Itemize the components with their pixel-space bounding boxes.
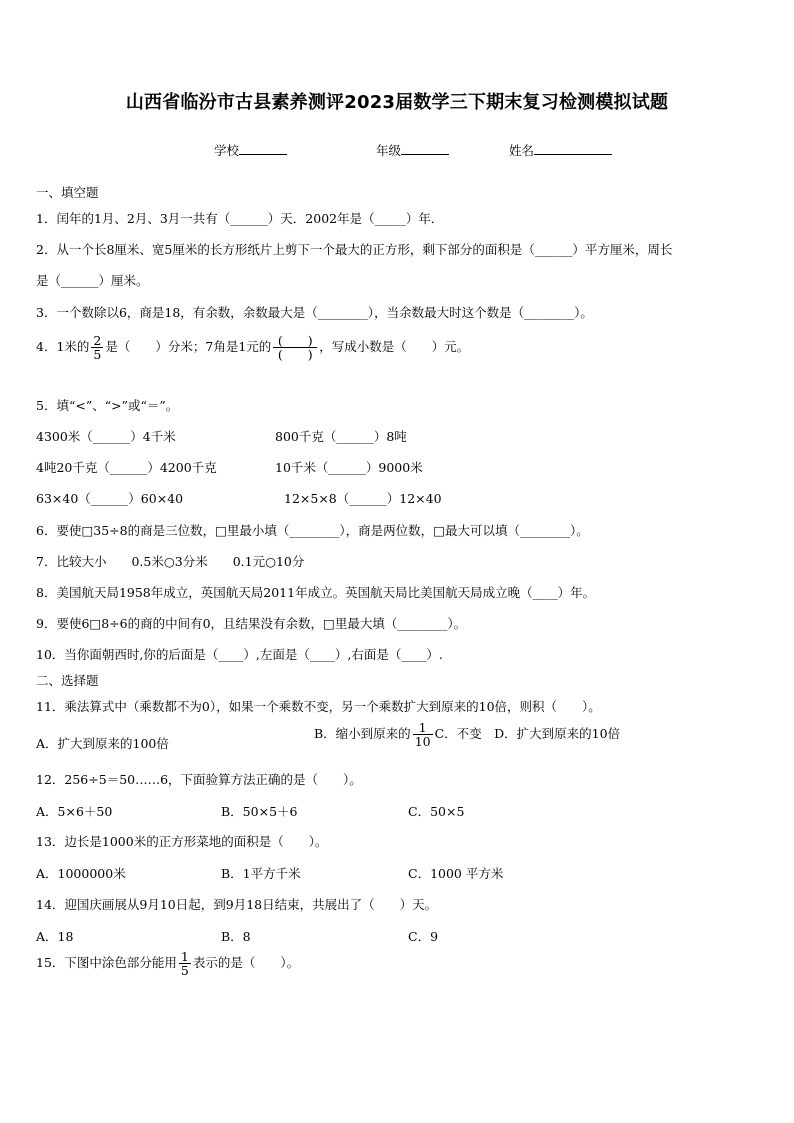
section-fill-in: 一、填空题 (36, 185, 99, 200)
question-4-text-2: 是（ ）分米；7角是1元的 (105, 339, 272, 355)
q11-option-b: B．缩小到原来的 (314, 726, 411, 742)
question-14: 14．迎国庆画展从9月10日起，到9月18日结束，共展出了（ ）天。 (36, 897, 438, 912)
question-4 (36, 334, 469, 361)
q5-row-1-right: 800千克（______）8吨 (275, 429, 407, 444)
grade-label: 年级 (376, 143, 402, 158)
exam-title: 山西省临汾市古县素养测评2023届数学三下期末复习检测模拟试题 (125, 92, 669, 113)
q5-row-2-left: 4吨20千克（______）4200千克 (36, 460, 217, 475)
question-15 (36, 950, 299, 977)
fraction-one-tenth: $\frac{1}{10}$ (414, 720, 431, 750)
grade-blank (401, 141, 449, 155)
question-9: 9．要使6□8÷6的商的中间有0，且结果没有余数，□里最大填（________）。 (36, 616, 467, 631)
question-12: 12．256÷5＝50……6，下面验算方法正确的是（ ）。 (36, 772, 362, 787)
q5-row-2-right: 10千米（______）9000米 (275, 460, 423, 475)
question-13: 13．边长是1000米的正方形菜地的面积是（ ）。 (36, 834, 328, 849)
q13-option-a: A．1000000米 (36, 866, 126, 881)
name-label: 姓名 (509, 143, 535, 158)
question-6: 6．要使□35÷8的商是三位数，□里最小填（________），商是两位数，□最大可以填（________）。 (36, 523, 589, 538)
q14-option-b: B．8 (221, 929, 251, 944)
question-2-line-2: 是（______）厘米。 (36, 273, 149, 288)
name-field (509, 141, 612, 159)
question-15-text-2: 表示的是（ ）。 (192, 955, 300, 971)
q12-option-a: A．5×6＋50 (36, 804, 113, 819)
fraction-blank: $\frac{( )}{( )}$ (273, 334, 317, 361)
section-multiple-choice: 二、选择题 (36, 673, 99, 688)
q11-option-a: A．扩大到原来的100倍 (36, 736, 169, 751)
q12-option-b: B．50×5＋6 (221, 804, 298, 819)
q14-option-a: A．18 (36, 929, 74, 944)
question-4-text-3: ，写成小数是（ ）元。 (319, 339, 470, 355)
q13-option-b: B．1平方千米 (221, 866, 301, 881)
question-5: 5．填“<”、“>”或“＝”。 (36, 398, 179, 413)
question-10: 10．当你面朝西时,你的后面是（____）,左面是（____）,右面是（____）. (36, 647, 443, 662)
question-11: 11．乘法算式中（乘数都不为0），如果一个乘数不变，另一个乘数扩大到原来的10倍，则积（ ）。 (36, 699, 601, 714)
q5-row-3-right: 12×5×8（______）12×40 (284, 491, 442, 506)
school-label: 学校 (214, 143, 240, 158)
school-blank (239, 141, 287, 155)
q13-option-c: C．1000 平方米 (408, 866, 504, 881)
q5-row-3-left: 63×40（______）60×40 (36, 491, 184, 506)
question-3: 3．一个数除以6，商是18，有余数，余数最大是（________），当余数最大时这个数是（________）。 (36, 305, 593, 320)
q5-row-1-left: 4300米（______）4千米 (36, 429, 176, 444)
q11-options-bcd (314, 721, 620, 748)
school-field (214, 141, 287, 159)
q12-option-c: C．50×5 (408, 804, 465, 819)
q14-option-c: C．9 (408, 929, 439, 944)
question-2-line-1: 2．从一个长8厘米、宽5厘米的长方形纸片上剪下一个最大的正方形，剩下部分的面积是（______）平方厘米，周长 (36, 242, 673, 257)
q11-option-cd: C．不变 D．扩大到原来的10倍 (434, 726, 621, 742)
question-4-text-1: 4．1米的 (36, 339, 90, 355)
question-1: 1．闰年的1月、2月、3月一共有（______）天．2002年是（_____）年． (36, 211, 444, 226)
grade-field (376, 141, 449, 159)
question-15-text-1: 15．下图中涂色部分能用 (36, 955, 177, 971)
question-7: 7．比较大小 0.5米○3分米 0.1元○10分 (36, 554, 305, 569)
fraction-two-fifths: $\frac{2}{5}$ (93, 333, 102, 363)
fraction-one-fifth: $\frac{1}{5}$ (180, 949, 189, 979)
question-8: 8．美国航天局1958年成立，英国航天局2011年成立。英国航天局比美国航天局成立晚（____）年。 (36, 585, 596, 600)
name-blank (534, 141, 612, 155)
